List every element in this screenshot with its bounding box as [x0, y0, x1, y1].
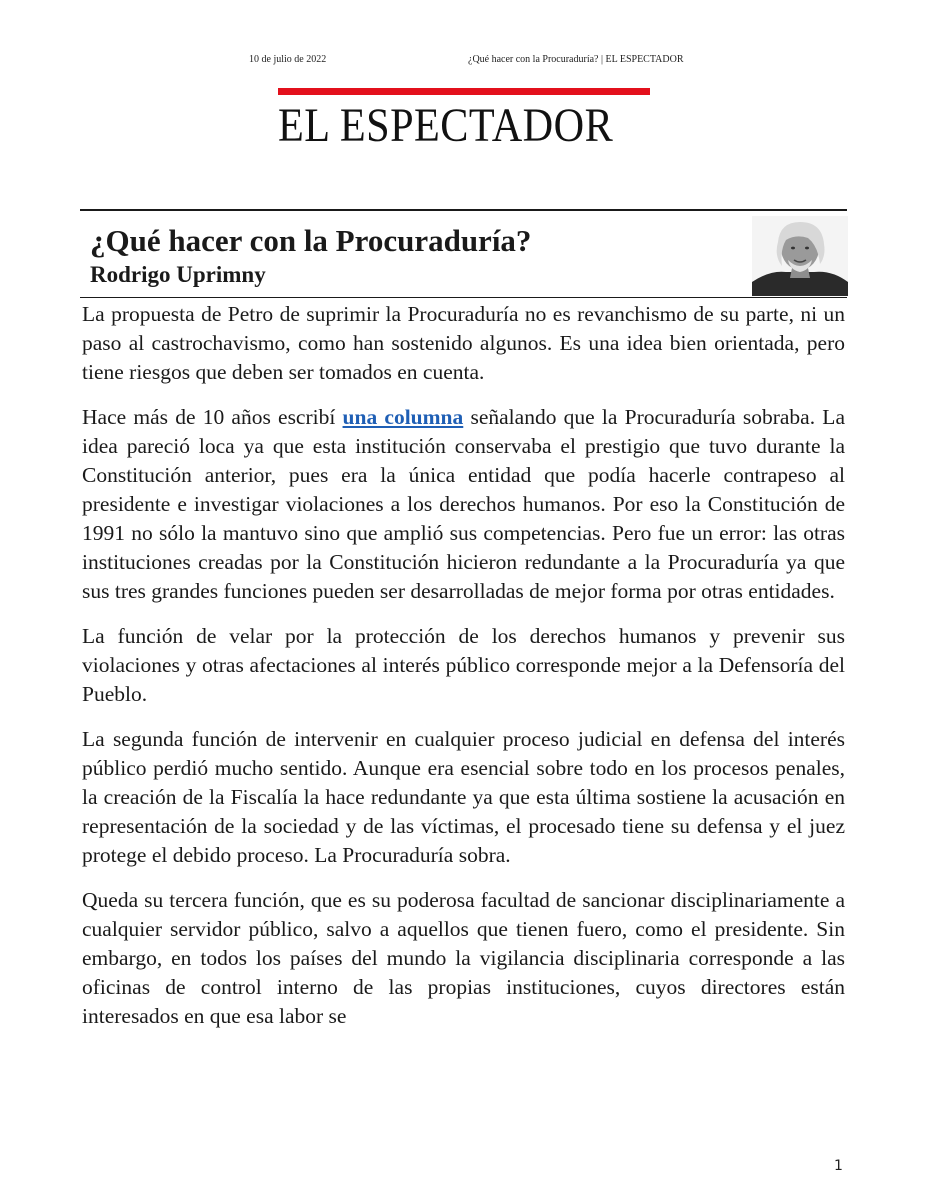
masthead	[278, 88, 650, 150]
article-body	[82, 300, 845, 1047]
paragraph-2	[82, 403, 845, 606]
paragraph-3: La función de velar por la protección de los derechos humanos y prevenir sus violaciones y otras afectaciones al interés público corresponde mejor a la Defensoría del Pueblo.	[82, 624, 845, 706]
masthead-accent-bar	[278, 88, 650, 95]
paragraph-5: Queda su tercera función, que es su poderosa facultad de sancionar disciplinariamente a cualquier servidor público, salvo a aquellos que tienen fuero, como el presidente. Sin embargo, en todos los países del mundo la vigilancia disciplinaria corresponde a las oficinas de control interno de las propias instituciones, cuyos directores están interesados en que esa labor se	[82, 888, 845, 1028]
paragraph-2-before-link: Hace más de 10 años escribí	[82, 405, 343, 429]
print-date: 10 de julio de 2022	[249, 54, 327, 65]
author-photo	[752, 216, 848, 296]
print-doc-title: ¿Qué hacer con la Procuraduría? | EL ESPECTADOR	[468, 54, 684, 65]
title-top-rule	[80, 209, 847, 211]
paragraph-1: La propuesta de Petro de suprimir la Procuraduría no es revanchismo de su parte, ni un paso al castrochavismo, como han sostenido algunos. Es una idea bien orientada, pero tiene riesgos que deben ser tomados en cuenta.	[82, 302, 845, 384]
column-link[interactable]: una columna	[342, 405, 464, 429]
title-bottom-rule	[80, 297, 847, 298]
print-header	[0, 54, 926, 70]
paragraph-2-after-link: señalando que la Procuraduría sobraba. La idea pareció loca ya que esta institución conservaba el prestigio que tuvo durante la Constitución anterior, pues era la única entidad que podía hacerle contrapeso al presidente e investigar violaciones a los derechos humanos. Por eso la Constitución de 1991 no sólo la mantuvo sino que amplió sus competencias. Pero fue un error: las otras instituciones creadas por la Constitución hicieron redundante a la Procuraduría ya que sus tres grandes funciones pueden ser desarrolladas de mejor forma por otras entidades.	[82, 405, 845, 603]
page-number: 1	[834, 1158, 843, 1174]
article-author: Rodrigo Uprimny	[90, 262, 266, 287]
masthead-logo: EL ESPECTADOR	[278, 99, 614, 152]
paragraph-4: La segunda función de intervenir en cualquier proceso judicial en defensa del interés público perdió mucho sentido. Aunque era esencial sobre todo en los procesos penales, la creación de la Fiscalía la hace redundante ya que esta última sostiene la acusación en representación de la sociedad y de las víctimas, el procesado tiene su defensa y el juez protege el debido proceso. La Procuraduría sobra.	[82, 727, 845, 867]
author-portrait-icon	[752, 216, 848, 296]
article-title: ¿Qué hacer con la Procuraduría?	[90, 223, 532, 258]
